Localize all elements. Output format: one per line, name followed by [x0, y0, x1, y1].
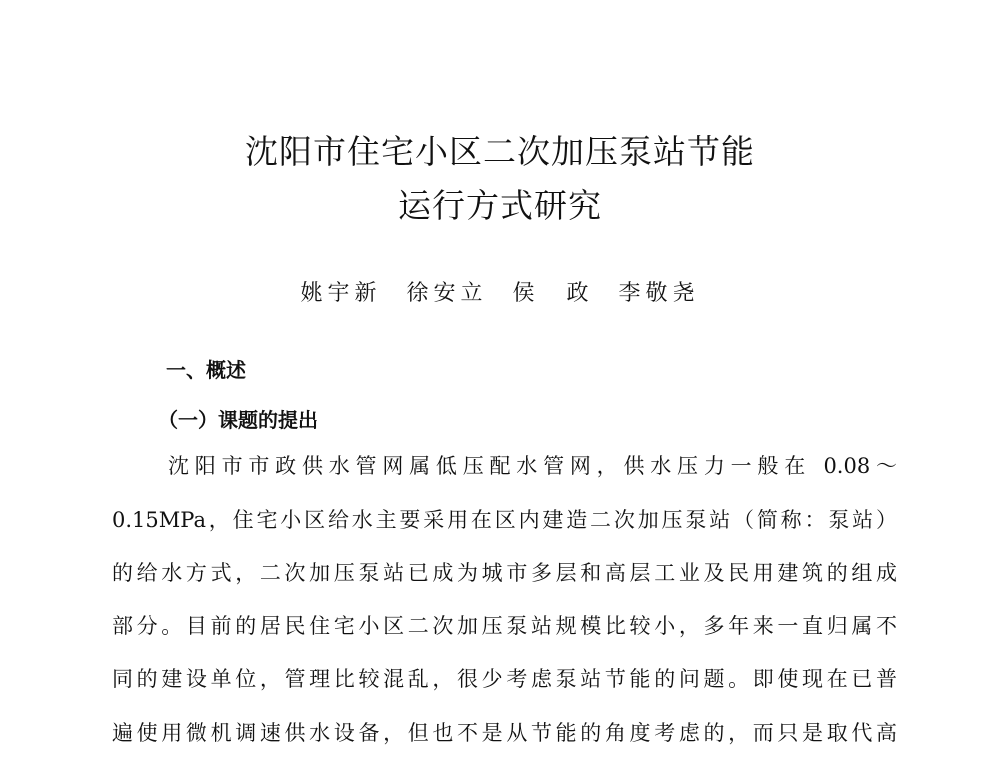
body-text-line: 遍使用微机调速供水设备，但也不是从节能的角度考虑的，而只是取代高 — [112, 721, 897, 745]
body-text-line: 的给水方式，二次加压泵站已成为城市多层和高层工业及民用建筑的组成 — [112, 561, 897, 585]
body-text-line: 同的建设单位，管理比较混乱，很少考虑泵站节能的问题。即使现在已普 — [112, 667, 897, 691]
body-text-line: 0.15MPa，住宅小区给水主要采用在区内建造二次加压泵站（简称：泵站） — [112, 508, 897, 532]
section-heading-overview: 一、概述 — [166, 358, 246, 382]
author-list — [0, 276, 1000, 307]
subsection-heading-problem: （一）课题的提出 — [158, 408, 318, 432]
body-text-line: 沈阳市市政供水管网属低压配水管网，供水压力一般在 0.08～ — [168, 454, 897, 478]
author-name: 徐安立 — [406, 281, 488, 306]
paper-title-line-2: 运行方式研究 — [398, 186, 602, 225]
author-name: 侯 政 — [512, 281, 594, 306]
paper-title-line-1: 沈阳市住宅小区二次加压泵站节能 — [245, 132, 755, 171]
author-name: 李敬尧 — [618, 281, 700, 306]
body-text-line: 部分。目前的居民住宅小区二次加压泵站规模比较小，多年来一直归属不 — [112, 614, 897, 638]
author-name: 姚宇新 — [300, 281, 382, 306]
